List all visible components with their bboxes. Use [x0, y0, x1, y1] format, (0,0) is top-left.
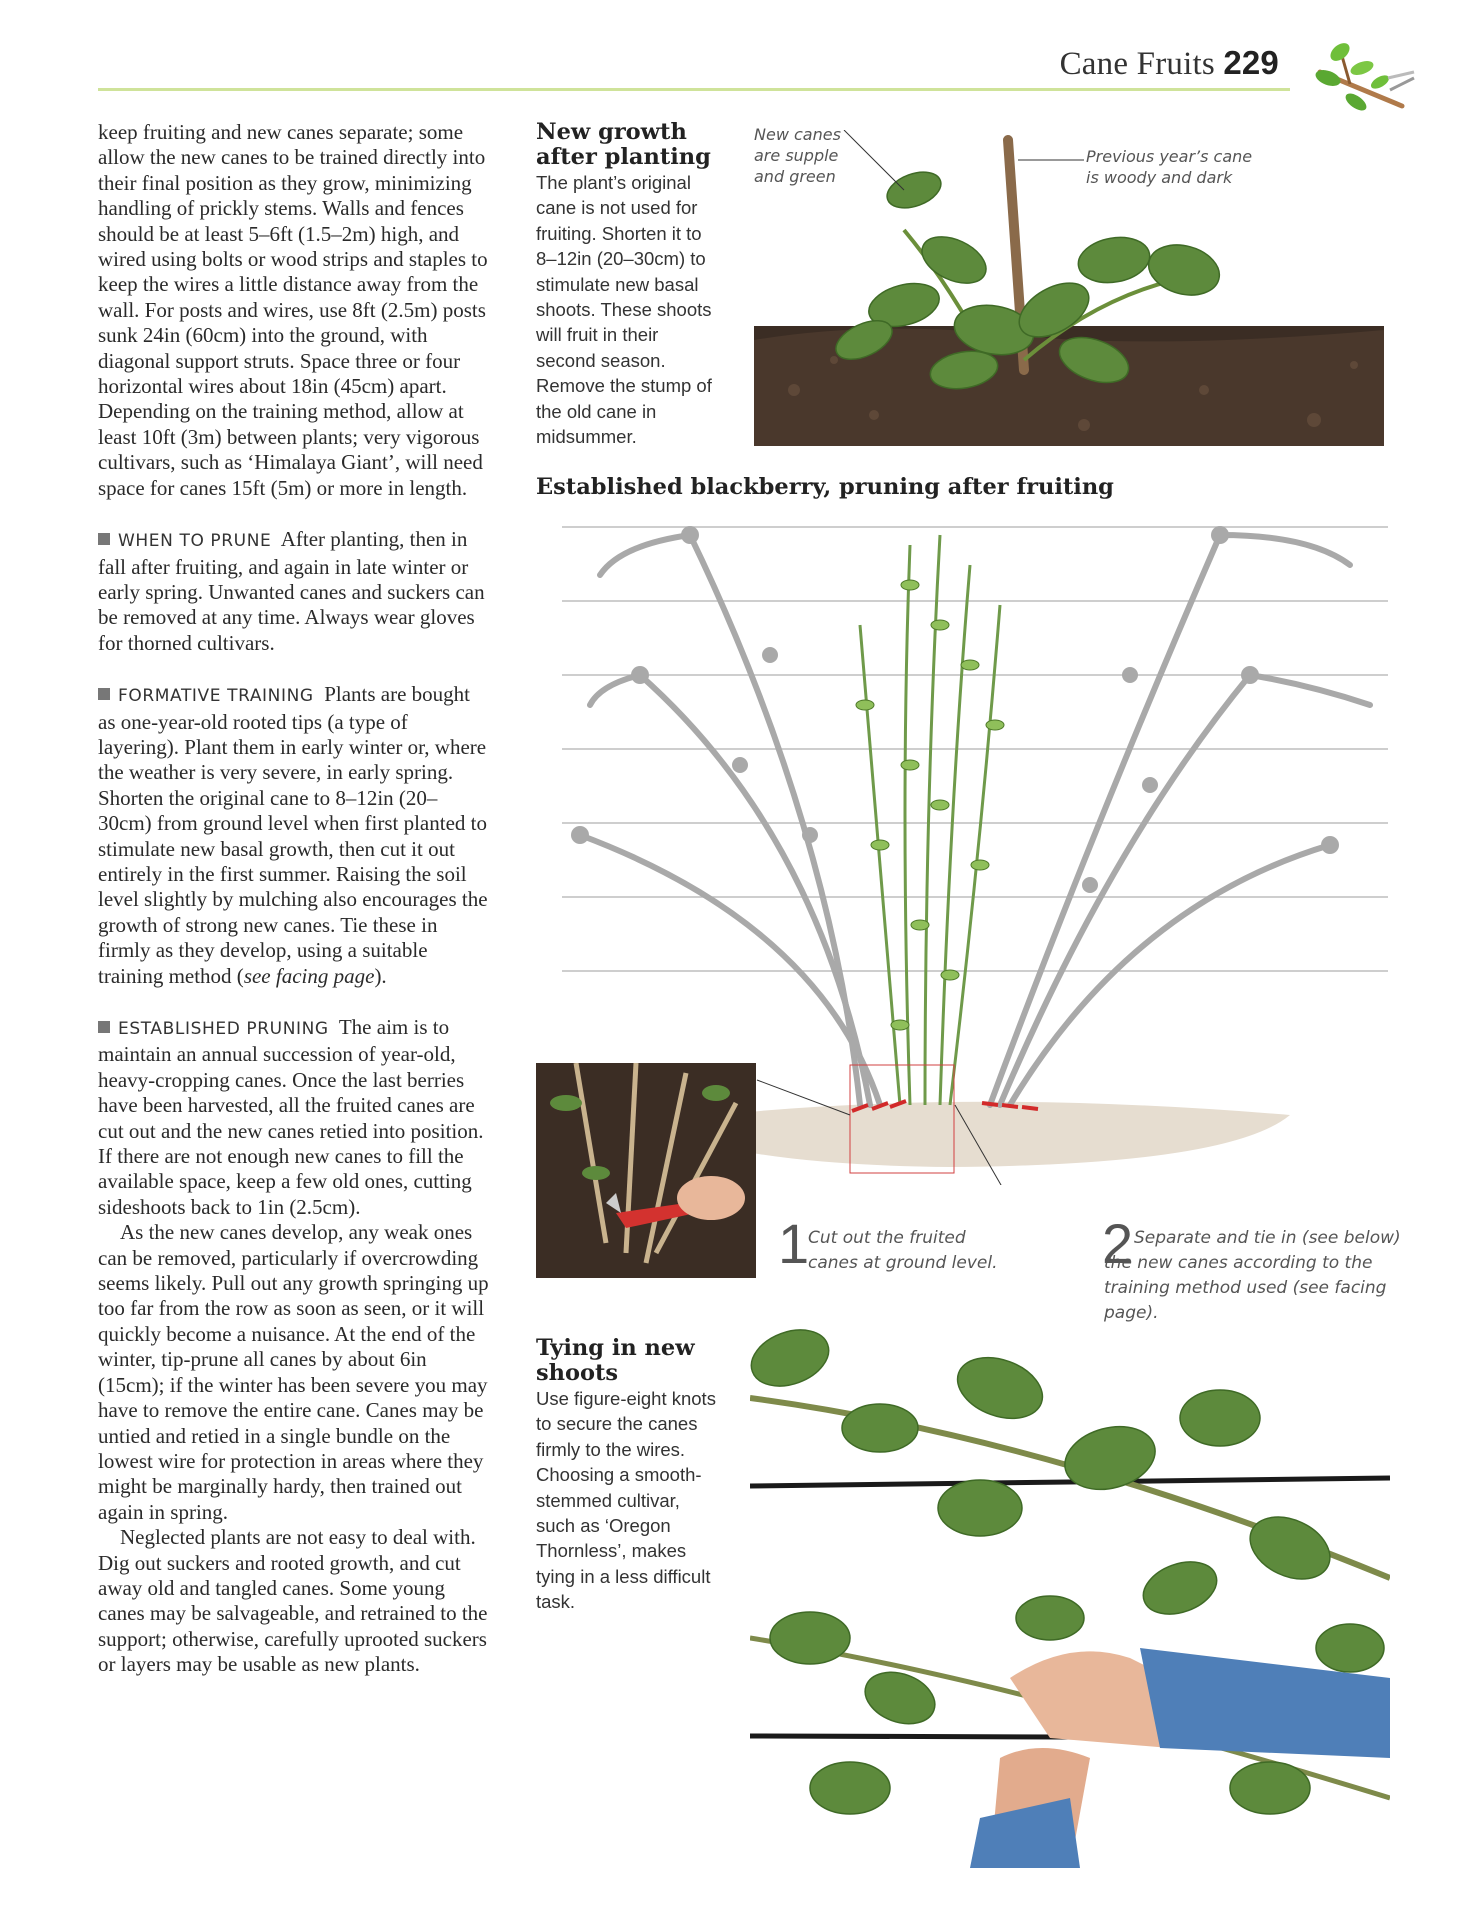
page-number: 229: [1223, 44, 1279, 81]
header-rule: [98, 88, 1290, 91]
tying-caption: [536, 1336, 716, 1615]
tying-shoots-photo: [750, 1318, 1390, 1868]
square-bullet-icon: [98, 688, 110, 700]
step-2-number: 2: [1102, 1212, 1134, 1275]
formative-training-text-end: ).: [374, 963, 387, 988]
established-pruning-label: ESTABLISHED PRUNING: [118, 1019, 329, 1039]
when-to-prune-label: WHEN TO PRUNE: [118, 531, 272, 552]
formative-training-label: FORMATIVE TRAINING: [118, 686, 314, 707]
leaf-sprig-icon: [1310, 32, 1420, 124]
running-header: [1060, 44, 1279, 83]
step-2-text: Separate and tie in (see below) the new canes according to the training method used (see facing page).: [1104, 1228, 1401, 1323]
square-bullet-icon: [98, 1021, 110, 1033]
when-to-prune-paragraph: [98, 527, 490, 656]
new-growth-caption: [536, 120, 716, 449]
established-pruning-para3: Neglected plants are not easy to deal with. Dig out suckers and rooted growth, and cut away old and tangled canes. Some young canes may be salvageable, and retrained to the support; otherwise, carefully uprooted suckers or layers may be usable as new plants.: [98, 1525, 488, 1677]
cross-reference: see facing page: [243, 963, 375, 988]
square-bullet-icon: [98, 533, 110, 545]
formative-training-text: Plants are bought as one-year-old rooted tips (a type of layering). Plant them in early winter or, where the weather is very severe, in early spring. Shorten the original cane to 8–12in (20–30cm) from ground level when first planted to stimulate new basal growth, then cut it out entirely in the first summer. Raising the soil level slightly by mulching also encourages the growth of strong new canes. Tie these in firmly as they develop, using a suitable training method (: [98, 682, 488, 988]
previous-cane-label: Previous year’s cane is woody and dark: [1086, 147, 1253, 187]
tying-heading: Tying in new shoots: [536, 1335, 695, 1386]
fruited-canes: [580, 535, 1370, 1105]
new-growth-text: The plant’s original cane is not used for fruiting. Shorten it to 8–12in (20–30cm) to stimulate new basal shoots. These shoots will fruit in their second season. Remove the stump of the old cane in midsummer.: [536, 172, 712, 448]
established-pruning-paragraph: [98, 1015, 490, 1220]
formative-training-paragraph: [98, 682, 490, 989]
intro-paragraph: keep fruiting and new canes separate; some allow the new canes to be trained directly into their final position as they grow, minimizing handling of prickly stems. Walls and fences should be at least 5–6ft (1.5–2m) high, and wired using bolts or wood strips and staples to keep the wires a little distance away from the wall. For posts and wires, use 8ft (2.5m) posts sunk 24in (60cm) into the ground, with diagonal support struts. Space three or four horizontal wires about 18in (45cm) apart. Depending on the training method, allow at least 10ft (3m) between plants; very vigorous cultivars, such as ‘Himalaya Giant’, will need space for canes 15ft (5m) or more in length.: [98, 120, 488, 500]
when-to-prune-text: After planting, then in fall after fruiting, and again in late winter or early spring. Unwanted canes and suckers can be removed at any time. Always wear gloves for thorned cultivars.: [98, 527, 485, 655]
new-canes-label: New canes are supple and green: [754, 125, 841, 186]
new-canes: [860, 535, 1000, 1105]
running-header-title: Cane Fruits: [1059, 46, 1215, 82]
new-growth-heading: New growth after planting: [536, 119, 711, 170]
established-blackberry-heading: Established blackberry, pruning after fruiting: [536, 474, 1114, 500]
step-1-text: Cut out the fruited canes at ground level.: [808, 1228, 998, 1273]
established-pruning-para2: As the new canes develop, any weak ones can be removed, particularly if overcrowding seems likely. Pull out any growth springing up too far from the row as soon as seen, or it will quickly become a nuisance. At the end of the winter, tip-prune all canes by about 6in (15cm); if the winter has been severe you may have to remove the entire cane. Canes may be untied and retied in a single bundle on the lowest wire for protection in areas where they might be marginally hardy, then trained out again in spring.: [98, 1220, 489, 1524]
established-pruning-text: The aim is to maintain an annual succession of year-old, heavy-cropping canes. Once the last berries have been harvested, all the fruited canes are cut out and the new canes retied into position. If there are not enough new canes to fill the available space, keep a few old ones, cutting sideshoots back to 1in (2.5cm).: [98, 1015, 484, 1219]
main-text-column: [98, 120, 490, 1678]
secateurs-cutting-photo: [536, 1063, 756, 1278]
tying-text: Use figure-eight knots to secure the canes firmly to the wires. Choosing a smooth-stemmed cultivar, such as ‘Oregon Thornless’, makes tying in a less difficult task.: [536, 1388, 716, 1613]
support-wires: [562, 527, 1388, 971]
step-1-number: 1: [778, 1212, 810, 1275]
